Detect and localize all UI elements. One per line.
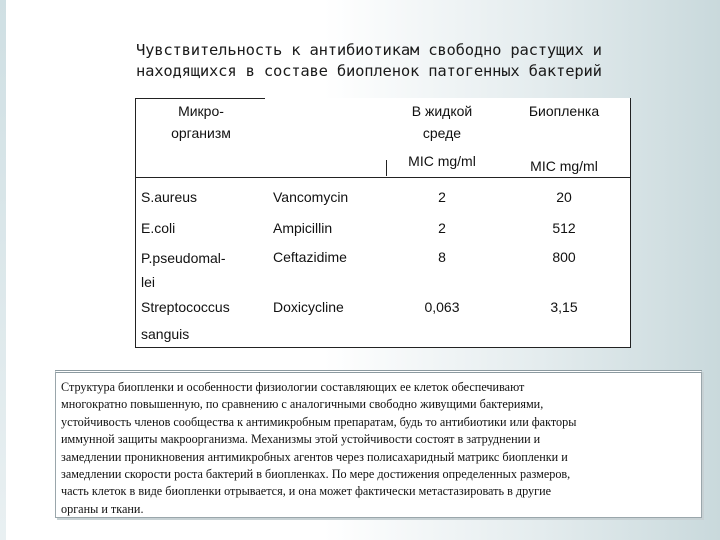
header-liquid-medium: В жидкой среде (411, 103, 473, 141)
row-4-liquid-mic: 0,063 (424, 299, 460, 315)
row-2-antibiotic: Ampicillin (273, 220, 333, 236)
title-line-1: Чувствительность к антибиотикам свободно растущих и (136, 41, 602, 59)
row-3-biofilm-mic: 800 (552, 249, 576, 265)
row-1-biofilm-mic: 20 (556, 189, 572, 205)
table-top-border (136, 98, 265, 99)
row-2-biofilm-mic: 512 (552, 220, 576, 236)
row-3-organism: P.pseudomal- lei (141, 250, 226, 290)
header-organism: Микро- организм (171, 103, 231, 141)
row-3-liquid-mic: 8 (438, 249, 446, 265)
header-biofilm: Биопленка (528, 103, 600, 119)
row-2-organism: E.coli (141, 220, 176, 236)
row-3-antibiotic: Ceftazidime (273, 249, 347, 265)
paragraph-line: Структура биопленки и особенности физиологии составляющих ее клеток обеспечивают (61, 380, 525, 394)
header-biofilm-unit: MIC mg/ml (530, 158, 598, 174)
header-bottom-border (136, 177, 630, 178)
description-textbox (55, 370, 702, 518)
row-1-liquid-mic: 2 (438, 189, 446, 205)
row-4-antibiotic: Doxicycline (273, 299, 344, 315)
page-title (136, 40, 676, 82)
paragraph-line: органы и ткани. (61, 501, 144, 516)
susceptibility-table (135, 98, 631, 348)
left-decor-band (0, 0, 6, 540)
paragraph-line: иммунной защиты макроорганизма. Механизмы этой устойчивости состоят в затруднении и (61, 432, 541, 447)
row-4-organism: Streptococcus sanguis (141, 299, 230, 342)
description-paragraph (61, 379, 701, 518)
paragraph-line: устойчивость членов сообщества к антимикробным препаратам, будь то антибиотики или факторы (61, 414, 577, 429)
paragraph-line: многократно повышенную, по сравнению с аналогичными свободно живущими бактериями, (61, 397, 544, 412)
paragraph-line: замедлении проникновения антимикробных агентов через полисахаридный матрикс биопленки и (61, 449, 568, 464)
row-4-biofilm-mic: 3,15 (550, 299, 578, 315)
row-1-organism: S.aureus (141, 189, 198, 205)
title-line-2: находящихся в составе биопленок патогенных бактерий (136, 62, 602, 80)
row-1-antibiotic: Vancomycin (273, 189, 349, 205)
row-2-liquid-mic: 2 (438, 220, 446, 236)
header-liquid-unit: MIC mg/ml (408, 153, 476, 169)
paragraph-line: замедлении скорости роста бактерий в биопленках. По мере достижения определенных размеров, (61, 467, 571, 482)
paragraph-line: часть клеток в виде биопленки отрывается, и она может фактически метастазировать в другие (61, 484, 552, 499)
